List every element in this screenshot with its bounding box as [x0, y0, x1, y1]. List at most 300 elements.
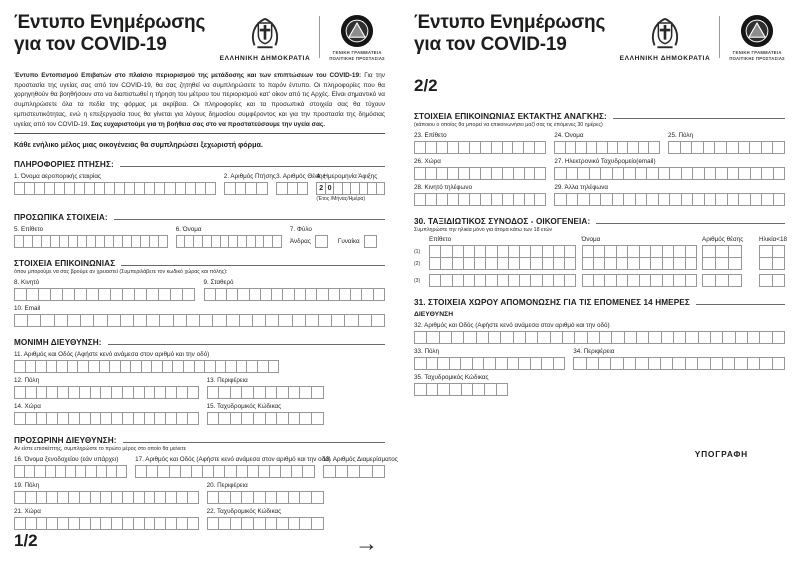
- char-box[interactable]: [347, 465, 360, 478]
- char-box[interactable]: [252, 314, 266, 327]
- char-boxes: [554, 193, 785, 206]
- char-box[interactable]: [414, 331, 427, 344]
- char-boxes: [14, 288, 196, 301]
- char-boxes: [14, 386, 199, 399]
- char-box[interactable]: [534, 193, 546, 206]
- char-boxes: [14, 465, 127, 478]
- field-row: [14, 226, 385, 248]
- char-box[interactable]: [205, 182, 216, 195]
- civil-protection-icon: [740, 14, 774, 48]
- field-label: 3. Αριθμός Θέσης: [276, 173, 326, 181]
- char-box[interactable]: [564, 274, 576, 287]
- secretariat-label: [729, 50, 785, 61]
- section-rule: [613, 118, 785, 119]
- form-title-line2: για τον COVID-19: [414, 34, 567, 56]
- char-box[interactable]: [311, 517, 324, 530]
- char-boxes: [414, 357, 565, 370]
- char-box[interactable]: [772, 257, 786, 270]
- column-header: [582, 236, 697, 243]
- char-box[interactable]: [256, 182, 268, 195]
- char-box[interactable]: [14, 314, 28, 327]
- field-row: [414, 158, 785, 180]
- char-box[interactable]: [685, 331, 698, 344]
- field-11: [14, 351, 279, 373]
- char-box[interactable]: [624, 331, 637, 344]
- char-box[interactable]: [772, 331, 785, 344]
- char-box[interactable]: [297, 182, 308, 195]
- column-label: Αριθμός θέσης: [702, 236, 744, 243]
- field-row: [14, 508, 385, 530]
- char-box[interactable]: [660, 357, 673, 370]
- char-box[interactable]: [133, 314, 147, 327]
- republic-label: ΕΛΛΗΝΙΚΗ ΔΗΜΟΚΡΑΤΙΑ: [619, 55, 711, 62]
- field-label: 16. Όνομα ξενοδοχείου (εάν υπάρχει): [14, 456, 119, 464]
- field-10: [14, 305, 385, 327]
- greek-coat-of-arms-icon: [646, 14, 684, 52]
- field-label: 6. Όνομα: [175, 226, 202, 234]
- char-box[interactable]: [747, 357, 760, 370]
- field-25: [668, 132, 785, 154]
- field-7: [290, 226, 385, 248]
- column-header: [429, 236, 577, 243]
- char-box[interactable]: [67, 314, 81, 327]
- char-box[interactable]: [159, 314, 173, 327]
- char-boxes: [554, 167, 785, 180]
- char-box[interactable]: [661, 331, 674, 344]
- field-34: [573, 348, 785, 370]
- field-label: 35. Ταχυδρομικός Κώδικας: [414, 374, 489, 381]
- gender-option-label: Άνδρας: [289, 238, 311, 246]
- char-box[interactable]: [623, 357, 636, 370]
- char-boxes: [135, 465, 314, 478]
- char-box[interactable]: [311, 386, 324, 399]
- char-box[interactable]: [759, 257, 773, 270]
- companions-table: [414, 236, 785, 287]
- char-box[interactable]: [40, 314, 54, 327]
- char-box[interactable]: [120, 314, 134, 327]
- gender-checkbox[interactable]: [364, 235, 377, 248]
- column-label: Όνομα: [581, 236, 601, 243]
- char-box[interactable]: [525, 331, 538, 344]
- char-box[interactable]: [728, 257, 742, 270]
- field-26: [414, 158, 546, 180]
- char-box[interactable]: [278, 314, 292, 327]
- field-4: [316, 173, 385, 202]
- field-row: [14, 279, 385, 301]
- char-box[interactable]: [648, 331, 661, 344]
- section-title: ΠΡΟΣΩΡΙΝΗ ΔΙΕΥΘΥΝΣΗ:: [14, 436, 117, 446]
- char-box[interactable]: [187, 386, 199, 399]
- char-box[interactable]: [715, 257, 729, 270]
- section-title: ΜΟΝΙΜΗ ΔΙΕΥΘΥΝΣΗ:: [14, 338, 102, 348]
- section-rule: [120, 166, 385, 167]
- section-title: ΣΤΟΙΧΕΙΑ ΕΠΙΚΟΙΝΩΝΙΑΣ ΕΚΤΑΚΤΗΣ ΑΝΑΓΚΗΣ:: [414, 112, 607, 121]
- section-heading: [14, 436, 385, 445]
- section-subtext: Συμπληρώστε την ηλικία μόνο για άτομα κάτω των 18 ετών: [414, 227, 553, 233]
- form-title: [14, 12, 205, 56]
- char-box[interactable]: [187, 412, 199, 425]
- char-box[interactable]: [636, 331, 649, 344]
- char-box[interactable]: [302, 465, 314, 478]
- column-header: [759, 236, 785, 243]
- char-box[interactable]: [199, 314, 213, 327]
- char-box[interactable]: [358, 314, 372, 327]
- char-box[interactable]: [773, 167, 785, 180]
- char-box[interactable]: [648, 141, 659, 154]
- char-box[interactable]: [574, 331, 587, 344]
- char-box[interactable]: [562, 331, 575, 344]
- intro-divider: [14, 133, 385, 134]
- char-box[interactable]: [537, 331, 550, 344]
- char-box[interactable]: [212, 314, 226, 327]
- char-boxes: [554, 141, 660, 154]
- char-box[interactable]: [476, 331, 489, 344]
- cell-group: [759, 274, 785, 287]
- field-label: 24. Όνομα: [554, 132, 584, 139]
- section-flight-info: [14, 160, 385, 202]
- field-5: [14, 226, 168, 248]
- char-boxes: [429, 257, 577, 270]
- section-title: 30. ΤΑΞΙΔΙΩΤΙΚΟΣ ΣΥΝΟΔΟΣ - ΟΙΚΟΓΕΝΕΙΑ:: [414, 217, 591, 226]
- hellenic-republic-logo: [620, 14, 711, 62]
- secretariat-line1: ΓΕΝΙΚΗ ΓΡΑΜΜΑΤΕΙΑ: [332, 50, 382, 55]
- field-label: 26. Χώρα: [414, 158, 441, 165]
- char-box[interactable]: [116, 465, 127, 478]
- char-box[interactable]: 0: [325, 182, 334, 195]
- section-subtext: Αν είστε επισκέπτης, συμπληρώστε το πρώτο μέρος στο οποίο θα μείνετε: [14, 446, 186, 453]
- char-box[interactable]: [359, 465, 372, 478]
- char-box[interactable]: [344, 314, 358, 327]
- field-row: [14, 403, 385, 425]
- form-title-line2: για τον COVID-19: [14, 34, 167, 56]
- field-label: 2. Αριθμός Πτήσης: [223, 173, 276, 181]
- field-label: 32. Αριθμός και Οδός (Αφήστε κενό ανάμεσα στον αριθμό και την οδό): [414, 322, 610, 329]
- char-box[interactable]: [685, 257, 697, 270]
- cell-group: [429, 274, 577, 287]
- char-box[interactable]: 2: [316, 182, 325, 195]
- civil-protection-logo: [729, 14, 785, 61]
- header-logos: [220, 12, 385, 62]
- char-box[interactable]: [146, 314, 160, 327]
- field-label: 11. Αριθμός και Οδός (Αφήστε κενό ανάμεσα στον αριθμό και την οδό): [14, 351, 210, 359]
- cell-group: [759, 257, 785, 270]
- secretariat-line2: ΠΟΛΙΤΙΚΗΣ ΠΡΟΣΤΑΣΙΑΣ: [729, 55, 785, 61]
- char-boxes: [207, 491, 324, 504]
- section-heading: [414, 217, 785, 226]
- char-box[interactable]: [373, 288, 385, 301]
- char-box[interactable]: [773, 193, 785, 206]
- char-box[interactable]: [747, 331, 760, 344]
- char-boxes: [204, 288, 386, 301]
- section-title: ΠΡΟΣΩΠΙΚΑ ΣΤΟΙΧΕΙΑ:: [14, 213, 108, 223]
- field-8: [14, 279, 196, 301]
- char-box[interactable]: [27, 314, 41, 327]
- char-box[interactable]: [451, 331, 464, 344]
- field-label: 13. Περιφέρεια: [206, 377, 248, 385]
- field-16: [14, 456, 127, 478]
- char-box[interactable]: [648, 357, 661, 370]
- field-17: [135, 456, 331, 478]
- field-row: [14, 377, 385, 399]
- gender-option-label: Γυναίκα: [337, 238, 360, 246]
- field-27: [554, 158, 785, 180]
- char-box[interactable]: [564, 257, 576, 270]
- char-box[interactable]: [272, 235, 282, 248]
- char-box[interactable]: [702, 257, 716, 270]
- logo-divider: [319, 16, 320, 58]
- section-rule: [123, 442, 385, 443]
- char-box[interactable]: [331, 314, 345, 327]
- char-box[interactable]: [685, 274, 697, 287]
- char-box[interactable]: [573, 357, 586, 370]
- field-13: [207, 377, 324, 399]
- section-title: ΠΛΗΡΟΦΟΡΙΕΣ ΠΤΗΣΗΣ:: [14, 160, 114, 170]
- companions-row: [414, 274, 785, 287]
- char-box[interactable]: [734, 357, 747, 370]
- field-35: [414, 374, 508, 396]
- section-subtext: (κάποιου ο οποίος θα μπορεί να επικοινωνήσει μαζί σας τις επόμενες 30 ημέρες): [414, 122, 603, 128]
- intro-lead: Έντυπο Εντοπισμού Επιβατών στο πλαίσιο περιορισμού της μετάδοσης και των επιπτώσεων του COVID-19:: [14, 72, 362, 79]
- char-boxes: [14, 491, 199, 504]
- char-box[interactable]: [158, 235, 168, 248]
- char-box[interactable]: [534, 141, 546, 154]
- field-label: 18. Αριθμός Διαμερίσματος: [322, 456, 398, 464]
- field-label: 9. Σταθερό: [203, 279, 234, 287]
- section-rule: [696, 304, 785, 305]
- char-box[interactable]: [534, 167, 546, 180]
- logo-divider: [719, 16, 720, 58]
- char-box[interactable]: [722, 331, 735, 344]
- field-label: 19. Πόλη: [14, 482, 40, 490]
- char-box[interactable]: [173, 314, 187, 327]
- char-box[interactable]: [735, 331, 748, 344]
- field-14: [14, 403, 199, 425]
- civil-protection-logo: [329, 14, 385, 61]
- field-note: (Έτος /Μήνας/Ημέρα): [316, 196, 366, 203]
- char-boxes: [414, 193, 546, 206]
- char-box[interactable]: [672, 357, 685, 370]
- char-box[interactable]: [550, 331, 563, 344]
- field-28: [414, 184, 546, 206]
- char-box[interactable]: [239, 314, 253, 327]
- char-boxes: [702, 257, 742, 270]
- header-logos-2: [620, 12, 785, 62]
- section-travel-companions: [414, 217, 785, 287]
- char-box[interactable]: [710, 357, 723, 370]
- char-box[interactable]: [54, 314, 68, 327]
- next-page-arrow[interactable]: →: [355, 530, 378, 556]
- char-boxes: [276, 182, 308, 195]
- char-box[interactable]: [587, 331, 600, 344]
- form-title-2: [414, 12, 605, 56]
- cell-group: [582, 257, 697, 270]
- char-box[interactable]: [772, 274, 786, 287]
- char-box[interactable]: [376, 182, 385, 195]
- cell-group: [582, 274, 697, 287]
- char-boxes: [414, 331, 785, 344]
- field-label: 4. Ημερομηνία Άφιξης: [316, 173, 378, 181]
- char-box[interactable]: [318, 314, 332, 327]
- field-label: 34. Περιφέρεια: [573, 348, 615, 355]
- char-box[interactable]: [268, 360, 280, 373]
- char-box[interactable]: [513, 331, 526, 344]
- char-box[interactable]: [311, 412, 324, 425]
- char-box[interactable]: [698, 331, 711, 344]
- page-1-header: [14, 12, 385, 62]
- page-number-2: 2/2: [414, 76, 438, 95]
- field-row: [14, 305, 385, 327]
- char-box[interactable]: [496, 383, 509, 396]
- section-subtext: όπου μπορούμε να σας βρούμε αν χρειαστεί (Συμπεριλάβετε τον κωδικό χώρας και πόλης):: [14, 269, 228, 276]
- char-box[interactable]: [488, 331, 501, 344]
- char-box[interactable]: [265, 314, 279, 327]
- char-box[interactable]: [702, 274, 716, 287]
- page-2-sections: [414, 112, 785, 396]
- page-2: [400, 0, 800, 567]
- char-box[interactable]: [722, 357, 735, 370]
- section-title: 31. ΣΤΟΙΧΕΙΑ ΧΩΡΟΥ ΑΠΟΜΟΝΩΣΗΣ ΓΙΑ ΤΙΣ ΕΠΟΜΕΝΕΣ 14 ΗΜΕΡΕΣ: [414, 298, 690, 307]
- char-box[interactable]: [426, 331, 439, 344]
- char-box[interactable]: [323, 465, 336, 478]
- section-contact-details: [14, 259, 385, 327]
- field-15: [207, 403, 324, 425]
- char-box[interactable]: [759, 274, 773, 287]
- field-24: [554, 132, 660, 154]
- char-boxes: [14, 314, 385, 327]
- char-boxes: [224, 182, 268, 195]
- section-rule: [596, 223, 785, 224]
- field-label: 1. Όνομα αεροπορικής εταιρίας: [14, 173, 102, 181]
- section-heading: [14, 160, 385, 169]
- char-boxes: [14, 517, 199, 530]
- char-box[interactable]: [107, 314, 121, 327]
- char-box[interactable]: [635, 357, 648, 370]
- char-box[interactable]: [187, 491, 199, 504]
- char-box[interactable]: [335, 465, 348, 478]
- char-box[interactable]: [553, 357, 566, 370]
- row-number: (2): [414, 261, 421, 267]
- gender-options: [290, 235, 385, 248]
- signature-label: ΥΠΟΓΡΑΦΗ: [694, 449, 748, 459]
- cell-group: [702, 257, 742, 270]
- char-box[interactable]: [586, 357, 599, 370]
- field-12: [14, 377, 199, 399]
- field-label: 15. Ταχυδρομικός Κώδικας: [206, 403, 282, 411]
- column-label: Ηλικία<18: [759, 236, 787, 243]
- field-label: 25. Πόλη: [667, 132, 694, 139]
- char-box[interactable]: [599, 331, 612, 344]
- form-title-line1: Έντυπο Ενημέρωσης: [414, 12, 606, 33]
- char-box[interactable]: [372, 465, 385, 478]
- hellenic-republic-logo: [220, 14, 311, 62]
- char-boxes: [207, 412, 324, 425]
- field-18: [322, 456, 398, 478]
- char-boxes: [573, 357, 785, 370]
- field-23: [414, 132, 546, 154]
- char-box[interactable]: [500, 331, 513, 344]
- char-boxes: [14, 360, 279, 373]
- field-label: 14. Χώρα: [14, 403, 41, 411]
- char-box[interactable]: [772, 357, 785, 370]
- field-row: [414, 348, 785, 370]
- char-box[interactable]: [182, 288, 195, 301]
- char-boxes: [702, 274, 742, 287]
- char-box[interactable]: [759, 331, 772, 344]
- char-box[interactable]: [728, 274, 742, 287]
- field-1: [14, 173, 216, 195]
- char-box[interactable]: [463, 331, 476, 344]
- char-box[interactable]: [311, 491, 324, 504]
- field-29: [554, 184, 785, 206]
- char-boxes: [14, 182, 216, 195]
- char-box[interactable]: [305, 314, 319, 327]
- char-box[interactable]: [715, 274, 729, 287]
- char-boxes: [414, 383, 508, 396]
- char-boxes: [414, 141, 546, 154]
- secretariat-label: [329, 50, 385, 61]
- char-box[interactable]: [611, 331, 624, 344]
- intro-paragraph: [14, 71, 385, 129]
- field-3: [276, 173, 326, 195]
- char-box[interactable]: [186, 314, 200, 327]
- field-label: 33. Πόλη: [414, 348, 440, 355]
- char-box[interactable]: [187, 517, 199, 530]
- field-label: 27. Ηλεκτρονικό Ταχυδρομείο(email): [554, 158, 656, 165]
- char-box[interactable]: [685, 357, 698, 370]
- char-box[interactable]: [80, 314, 94, 327]
- intro-tail: Σας ευχαριστούμε για τη βοήθεια σας στο να προστατεύσουμε την υγεία σας.: [90, 120, 325, 128]
- char-box[interactable]: [292, 314, 306, 327]
- char-box[interactable]: [697, 357, 710, 370]
- gender-checkbox[interactable]: [315, 235, 328, 248]
- char-box[interactable]: [759, 357, 772, 370]
- field-label: 7. Φύλο: [289, 226, 312, 234]
- char-boxes: [316, 182, 385, 195]
- char-box[interactable]: [371, 314, 385, 327]
- section-heading: [14, 259, 385, 268]
- field-row: [14, 456, 398, 478]
- section-rule: [121, 265, 385, 266]
- char-box[interactable]: [610, 357, 623, 370]
- section-heading: [14, 213, 385, 222]
- cell-group: [702, 274, 742, 287]
- char-boxes: [759, 274, 785, 287]
- char-box[interactable]: [93, 314, 107, 327]
- section-rule: [114, 219, 385, 220]
- section-heading: [414, 298, 785, 307]
- char-box[interactable]: [226, 314, 240, 327]
- char-box[interactable]: [710, 331, 723, 344]
- char-box[interactable]: [673, 331, 686, 344]
- field-label: 12. Πόλη: [14, 377, 40, 385]
- section-isolation-address: [414, 298, 785, 396]
- section-rule: [108, 344, 385, 345]
- civil-protection-icon: [340, 14, 374, 48]
- field-label: 28. Κινητό τηλέφωνο: [414, 184, 473, 191]
- char-box[interactable]: [772, 141, 785, 154]
- section-subheading: ΔΙΕΥΘΥΝΣΗ: [414, 311, 454, 318]
- char-box[interactable]: [598, 357, 611, 370]
- field-label: 20. Περιφέρεια: [206, 482, 248, 490]
- field-label: 22. Ταχυδρομικός Κώδικας: [206, 508, 282, 516]
- char-boxes: [323, 465, 385, 478]
- row-number: (3): [414, 278, 421, 284]
- field-row: [14, 351, 385, 373]
- companions-row: [414, 257, 785, 270]
- char-box[interactable]: [439, 331, 452, 344]
- field-label: 21. Χώρα: [14, 508, 41, 516]
- char-boxes: [668, 141, 785, 154]
